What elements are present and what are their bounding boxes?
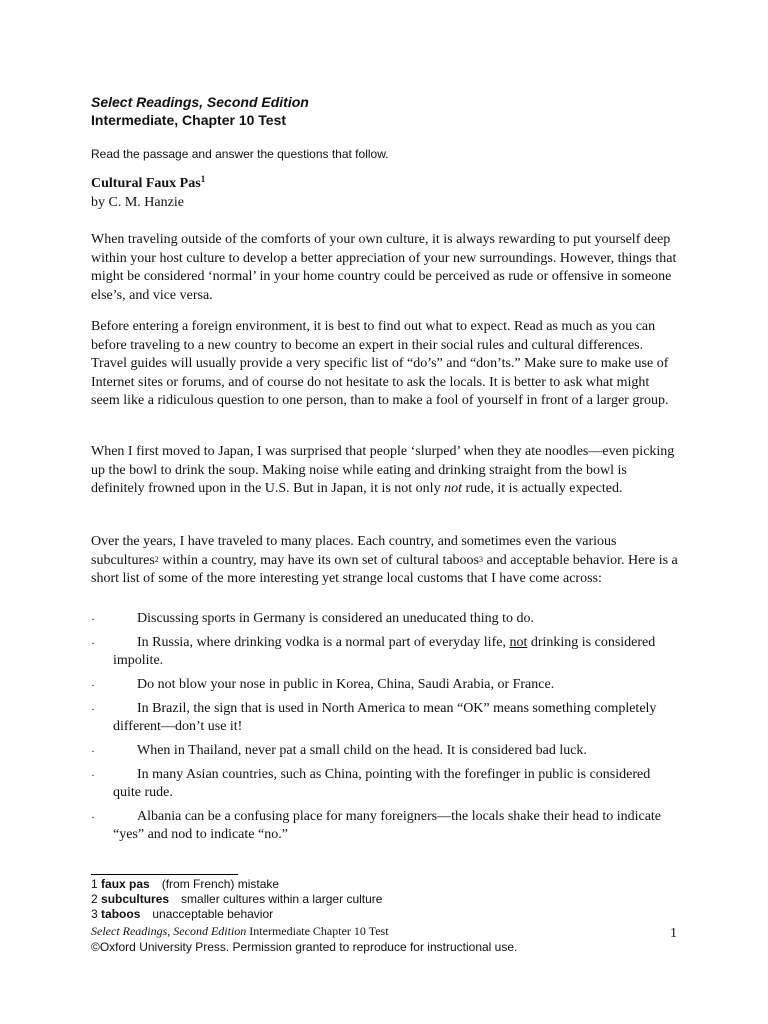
footnote-3 bbox=[91, 907, 382, 922]
paragraph-3-part-b: rude, it is actually expected. bbox=[461, 481, 623, 496]
footnote-term: taboos bbox=[101, 907, 141, 921]
paragraph-4-part-b: within a country, may have its own set of cultural taboos bbox=[158, 552, 480, 568]
paragraph-3 bbox=[91, 443, 681, 499]
list-item bbox=[91, 634, 681, 670]
list-item-text-part: In Russia, where drinking vodka is a normal part of everyday life, bbox=[137, 635, 510, 650]
paragraph-1: When traveling outside of the comforts of your own culture, it is always rewarding to put yourself deep within your host culture to develop a better appreciation of your new surroundings. However, things that might be considered ‘normal’ in your home country could be perceived as rude or offensive in someone else’s, and vice versa. bbox=[91, 232, 677, 303]
list-item-text: In many Asian countries, such as China, pointing with the forefinger in public is considered quite rude. bbox=[113, 767, 651, 800]
list-item bbox=[91, 742, 681, 760]
footer-copyright: ©Oxford University Press. Permission granted to reproduce for instructional use. bbox=[91, 940, 518, 954]
list-item-text: Do not blow your nose in public in Korea, China, Saudi Arabia, or France. bbox=[137, 677, 555, 692]
footnote-number: 3 bbox=[91, 907, 98, 921]
footnote-definition: unacceptable behavior bbox=[152, 907, 274, 921]
list-item-text-part: drinking is considered impolite. bbox=[113, 635, 656, 668]
bullet-marker: · bbox=[91, 744, 95, 758]
footnote-term: faux pas bbox=[101, 877, 150, 891]
byline: by C. M. Hanzie bbox=[91, 195, 184, 210]
footnote-marker-2: 2 bbox=[154, 554, 159, 564]
bullet-marker: · bbox=[91, 768, 95, 782]
footer-book-line bbox=[91, 924, 389, 939]
paragraph-2: Before entering a foreign environment, it is best to find out what to expect. Read as much as you can before traveling to a new country to become an expert in their social rules and cultural differences. Travel guides will usually provide a very specific list of “do’s” and “don’ts.” Make sure to make use of Internet sites or forums, and of course do not hesitate to ask the locals. It is better to ask what might seem like a ridiculous question to one person, than to make a fool of yourself in front of a larger group. bbox=[91, 319, 669, 408]
list-item-text: Discussing sports in Germany is considered an uneducated thing to do. bbox=[137, 611, 534, 626]
bullet-marker: · bbox=[91, 612, 95, 626]
list-item bbox=[91, 700, 681, 736]
chapter-heading: Intermediate, Chapter 10 Test bbox=[91, 112, 287, 128]
list-item-text: When in Thailand, never pat a small child on the head. It is considered bad luck. bbox=[137, 743, 587, 758]
list-item-text bbox=[113, 634, 681, 670]
footer-test-name: Intermediate Chapter 10 Test bbox=[246, 924, 389, 938]
footnote-divider bbox=[91, 874, 238, 875]
paragraph-4-part-c: and acceptable behavior. Here is a short list of some of the more interesting yet strange local customs that I have come across: bbox=[91, 552, 678, 586]
underlined-word: not bbox=[509, 635, 528, 650]
list-item-text: In Brazil, the sign that is used in North America to mean “OK” means something completely different—don’t use it! bbox=[113, 701, 657, 734]
list-item bbox=[91, 808, 681, 844]
footnote-definition: (from French) mistake bbox=[161, 877, 280, 891]
footnote-2 bbox=[91, 892, 382, 907]
bullet-marker: · bbox=[91, 810, 95, 824]
paragraph-3-part-a: When I first moved to Japan, I was surprised that people ‘slurped’ when they ate noodles—even picking up the bowl to drink the soup. Making noise while eating and drinking straight from the bowl is definitely frowned upon in the U.S. But in Japan, it is not only bbox=[91, 444, 675, 496]
list-item bbox=[91, 766, 681, 802]
list-item-text: Albania can be a confusing place for many foreigners—the locals shake their head to indicate “yes” and nod to indicate “no.” bbox=[113, 809, 662, 842]
footnote-marker-1: 1 bbox=[200, 174, 206, 184]
footnote-term: subcultures bbox=[101, 892, 170, 906]
list-item bbox=[91, 610, 681, 628]
book-title: Select Readings, Second Edition bbox=[91, 94, 309, 110]
passage-title bbox=[91, 176, 205, 192]
footnote-number: 1 bbox=[91, 877, 98, 891]
footnotes bbox=[91, 877, 382, 922]
page-number: 1 bbox=[670, 926, 677, 941]
footnote-1 bbox=[91, 877, 382, 892]
bullet-marker: · bbox=[91, 678, 95, 692]
customs-list bbox=[91, 610, 681, 850]
footer-book-title: Select Readings, Second Edition bbox=[91, 924, 247, 938]
paragraph-4-part-a: Over the years, I have traveled to many places. Each country, and sometimes even the various subcultures bbox=[91, 534, 617, 568]
passage-title-text: Cultural Faux Pas bbox=[91, 176, 201, 191]
bullet-marker: · bbox=[91, 636, 95, 650]
instructions: Read the passage and answer the questions that follow. bbox=[91, 147, 389, 161]
footnote-number: 2 bbox=[91, 892, 98, 906]
bullet-marker: · bbox=[91, 702, 95, 716]
paragraph-4 bbox=[91, 533, 681, 589]
list-item bbox=[91, 676, 681, 694]
footnote-marker-3: 3 bbox=[479, 554, 484, 564]
footnote-definition: smaller cultures within a larger culture bbox=[181, 892, 383, 906]
paragraph-3-emphasis: not bbox=[444, 481, 462, 496]
